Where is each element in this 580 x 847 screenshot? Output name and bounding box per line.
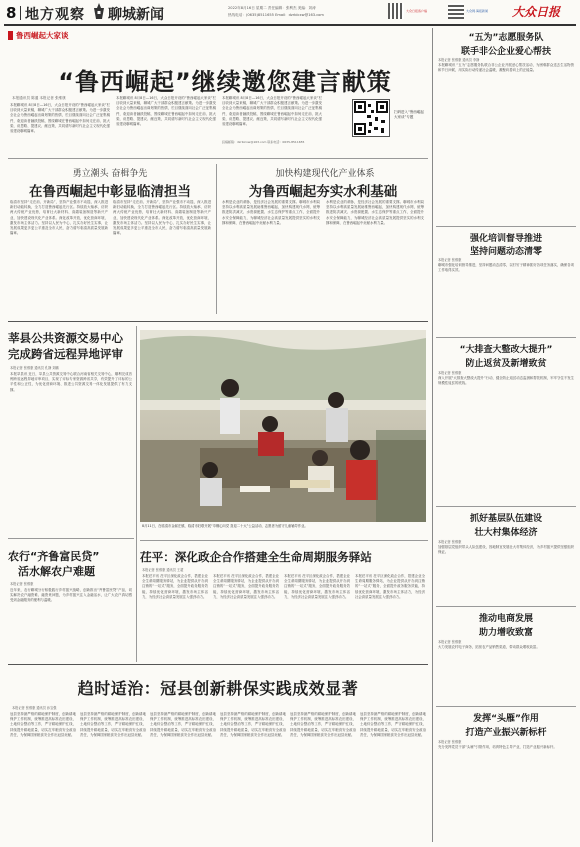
middle-byline: 本报记者 张维康 通讯员 孔静 刘鹏 xyxy=(10,366,59,370)
sidebar-item5-body: 大力发展农村电子商务，拓宽农产品销售渠道，带动群众增收致富。 xyxy=(438,645,540,649)
sidebar-item4-title1: 抓好基层队伍建设 xyxy=(469,514,542,524)
masthead-divider xyxy=(20,6,21,20)
right-body-col2: 水利是农业的命脉，是经济社会发展的重要支撑。聊城市水利局坚持以水利高质量发展助推鲁西崛起，加快构建现代水网，统筹推进防洪减灾、水资源配置、水生态保护等重点工作，全面提升水安全保障能力，为聊城经济社会高质量发展提供坚实的水利支撑和保障，在鲁西崛起中贡献水利力量。 xyxy=(326,200,424,225)
qr-caption: 扫码进入“鲁西崛起大家谈”专题 xyxy=(394,110,424,119)
main-byline: 本报通讯员 陈通 本报记者 张维康 xyxy=(12,96,66,100)
issue-info: 2022年8月16日 星期二 责任编辑：张利杰 美编：刘涛 xyxy=(228,6,316,10)
chiping-headline: 茌平：深化政企合作搭建全生命周期服务驿站 xyxy=(140,550,372,564)
column-tag xyxy=(8,30,69,40)
agri-headline-2: 活水解农户难题 xyxy=(18,565,95,578)
chiping-body-col1: 本报茌平讯 茌平区深化政企合作，搭建企业全生命周期服务驿站，为企业提供从开办到注销的“一站式”服务，全面提升政务服务效能，持续优化营商环境，激发市场主体活力，为经济社会高质量发展注入强劲动力。 xyxy=(142,574,208,599)
agri-body: 近年来，农行聊城分行积极践行乡村振兴战略，创新推出“齐鲁富民贷”产品，切实解决农户融资难、融资贵问题，为乡村振兴注入金融活水，让广大农户真切感受到金融服务的便利与温暖。 xyxy=(10,588,132,603)
sidebar-item2-body: 聊城市强化培训督导推进，坚持问题动态清零，以钉钉子精神抓好各项任务落实，确保各项工作取得实效。 xyxy=(438,263,574,273)
sidebar-item1-title2: 联手非公企业爱心帮扶 xyxy=(460,47,551,57)
main-email-note: 投稿邮箱：dzrblcxw@163.com 联系电话：0635-8511655 xyxy=(222,140,305,144)
sidebar-item3-body: 深入开展“大排查大整改大提升”行动，健全防止返贫动态监测和帮扶机制，牢牢守住不发生规模性返贫的底线。 xyxy=(438,376,574,386)
masthead-rule xyxy=(4,24,576,26)
sidebar-item5-title2: 助力增收致富 xyxy=(478,628,533,638)
sidebar-item2-title1: 强化培训督导推进 xyxy=(469,234,542,244)
sidebar-rule-5 xyxy=(436,706,576,707)
bottom-body-col4: 冠县坚持最严格的耕地保护制度，创新耕地保护工作机制，统筹推进高标准农田建设、土地综合整治等工作，严守耕地保护红线，持续提升耕地质量，切实扛牢粮食安全政治责任，为保障国家粮食安全作出冠县贡献。 xyxy=(220,712,286,737)
sidebar-rule-2 xyxy=(436,337,576,338)
sidebar-item5-title1: 推动电商发展 xyxy=(478,614,533,624)
agri-byline: 本报记者 张维康 xyxy=(10,582,34,586)
news-photo xyxy=(140,330,426,522)
right-body-col1: 水利是农业的命脉，是经济社会发展的重要支撑。聊城市水利局坚持以水利高质量发展助推鲁西崛起，加快构建现代水网，统筹推进防洪减灾、水资源配置、水生态保护等重点工作，全面提升水安全保障能力，为聊城经济社会高质量发展提供坚实的水利支撑和保障，在鲁西崛起中贡献水利力量。 xyxy=(222,200,320,225)
sidebar-item3-byline: 本报记者 张维康 xyxy=(438,371,462,375)
sidebar-item6-title1: 发挥“头雁”作用 xyxy=(473,714,539,724)
sidebar-rule-3 xyxy=(436,506,576,507)
contact-info: 热线电话：(0635)8511655 Email：dzrblcxw@163.com xyxy=(228,13,324,17)
sidebar-item1-title1: “五为”志愿服务队 xyxy=(468,33,544,43)
bottom-byline: 本报记者 张维康 通讯员 孙宝强 xyxy=(12,706,57,710)
qr-right-caption: 大众网·海报新闻 xyxy=(466,9,488,13)
chiping-byline: 本报记者 张维康 通讯员 王超 xyxy=(142,568,184,572)
sidebar-rule-1 xyxy=(436,226,576,227)
bottom-section-rule xyxy=(8,664,428,665)
sidebar-item4-body: 加强基层党组织带头人队伍建设，因地制宜发展壮大村集体经济，为乡村振兴提供坚强组织保证。 xyxy=(438,545,574,555)
sidebar-item1-byline: 本报记者 张维康 通讯员 李静 xyxy=(438,58,480,62)
chiping-body-col4: 本报茌平讯 茌平区深化政企合作，搭建企业全生命周期服务驿站，为企业提供从开办到注销的“一站式”服务，全面提升政务服务效能，持续优化营商环境，激发市场主体活力，为经济社会高质量发展注入强劲动力。 xyxy=(355,574,425,599)
mid-section-rule xyxy=(8,321,428,322)
bottom-body-col1: 冠县坚持最严格的耕地保护制度，创新耕地保护工作机制，统筹推进高标准农田建设、土地综合整治等工作，严守耕地保护红线，持续提升耕地质量，切实扛牢粮食安全政治责任，为保障国家粮食安全作出冠县贡献。 xyxy=(10,712,76,737)
photo-bottom-rule xyxy=(140,540,428,541)
sidebar-item4-title2: 壮大村集体经济 xyxy=(474,528,538,538)
left-headline: 在鲁西崛起中彰显临清担当 xyxy=(29,184,191,200)
main-body-col2: 本报聊城讯 8月8日—16日，大众日报开设的“鲁西崛起大家谈”栏目收到大量来稿，聊城广大干部群众积极建言献策。为进一步激发全社会为鲁西崛起出谋划策的热情，栏目继续面向社会广泛征集稿件，欢迎读者踊跃投稿，围绕聊城在鲁西崛起中如何走在前、挑大梁，谈思路、提建议、献良策，共同谱写新时代社会主义现代化强省建设聊城篇章。 xyxy=(116,96,216,127)
tower-icon xyxy=(92,3,106,19)
qr-code-left xyxy=(388,3,404,19)
photo-caption: 8月11日，在临清市金郝庄镇，临清市妇联开展“巾帼心向党 喜迎二十大”公益活动，志愿者为留守儿童辅导作业。 xyxy=(142,524,308,528)
bottom-body-col5: 冠县坚持最严格的耕地保护制度，创新耕地保护工作机制，统筹推进高标准农田建设、土地综合整治等工作，严守耕地保护红线，持续提升耕地质量，切实扛牢粮食安全政治责任，为保障国家粮食安全作出冠县贡献。 xyxy=(290,712,356,737)
bottom-body-col2: 冠县坚持最严格的耕地保护制度，创新耕地保护工作机制，统筹推进高标准农田建设、土地综合整治等工作，严守耕地保护红线，持续提升耕地质量，切实扛牢粮食安全政治责任，为保障国家粮食安全作出冠县贡献。 xyxy=(80,712,146,737)
sidebar-item6-body: 充分发挥党员干部“头雁”引领作用，培育特色主导产业，打造产业振兴新标杆。 xyxy=(438,745,557,749)
sidebar-item1-body: 本报聊城讯 “五为”志愿服务队联合非公企业开展爱心帮扶活动，为困难群众送去生活物资和节日问候，用实际行动传递社会温暖，凝聚向善向上的正能量。 xyxy=(438,63,574,73)
sidebar-item5-byline: 本报记者 张维康 xyxy=(438,640,462,644)
page-number: 8 xyxy=(6,4,17,22)
middle-left-rule xyxy=(8,538,134,539)
middle-headline-2: 完成跨省远程异地评审 xyxy=(8,347,123,361)
section-name: 地方观察 xyxy=(25,7,85,23)
left-body-col1: 临清市坚持“走在前、开新局”，坚持产业强市不动摇，深入推进新旧动能转换，全力打造鲁西崛起先行区。持续放大轴承、纺织两大传统产业优势，培育壮大新材料、高端装备制造等新兴产业，加快建设现代化产业体系。深化改革开放，优化营商环境，激发市场主体活力。坚持以人民为中心，扎实办好民生实事，让发展成果更多更公平惠及全市人民，奋力谱写临清高质量发展新篇章。 xyxy=(10,200,108,236)
sidebar-item4-byline: 本报记者 张维康 xyxy=(438,540,462,544)
bottom-headline: 趋时适治：冠县创新耕保实践成效显著 xyxy=(77,679,359,698)
newspaper-logo: 大众日报 xyxy=(512,5,561,19)
sidebar-item6-byline: 本报记者 张维康 xyxy=(438,740,462,744)
agri-headline-1: 农行“齐鲁富民贷” xyxy=(8,550,100,563)
bottom-body-col3: 冠县坚持最严格的耕地保护制度，创新耕地保护工作机制，统筹推进高标准农田建设、土地综合整治等工作，严守耕地保护红线，持续提升耕地质量，切实扛牢粮食安全政治责任，为保障国家粮食安全作出冠县贡献。 xyxy=(150,712,216,737)
sidebar-item3-title1: “大排查大整改大提升” xyxy=(459,345,553,355)
sidebar-rule-4 xyxy=(436,606,576,607)
left-kicker: 勇立潮头 奋楫争先 xyxy=(72,169,148,179)
photo-left-rule xyxy=(136,326,137,662)
chiping-body-col2: 本报茌平讯 茌平区深化政企合作，搭建企业全生命周期服务驿站，为企业提供从开办到注销的“一站式”服务，全面提升政务服务效能，持续优化营商环境，激发市场主体活力，为经济社会高质量发展注入强劲动力。 xyxy=(213,574,279,599)
qr-left-caption: 大众日报客户端 xyxy=(406,9,428,13)
middle-body: 本报莘县讯 近日，莘县公共资源交易中心联合河南省相关交易中心，顺利完成首例跨省远程异地评审项目，实现了评标专家资源跨省共享，有效提升了评标的公平性和公正性，为优化营商环境、推进公共资源交易一体化发展提供了有力支撑。 xyxy=(10,372,132,392)
right-kicker: 加快构建现代化产业体系 xyxy=(275,169,375,179)
sidebar-divider xyxy=(432,28,433,842)
sidebar-item6-title2: 打造产业振兴新标杆 xyxy=(465,728,547,738)
right-headline: 为鲁西崛起夯实水利基础 xyxy=(248,184,398,200)
qr-code-right xyxy=(448,3,464,19)
main-qr-code xyxy=(352,99,390,137)
column-tag-marker-icon xyxy=(8,31,13,40)
center-vertical-rule xyxy=(216,164,217,314)
chiping-body-col3: 本报茌平讯 茌平区深化政企合作，搭建企业全生命周期服务驿站，为企业提供从开办到注销的“一站式”服务，全面提升政务服务效能，持续优化营商环境，激发市场主体活力，为经济社会高质量发展注入强劲动力。 xyxy=(284,574,350,599)
main-body-col1: 本报聊城讯 8月8日—16日，大众日报开设的“鲁西崛起大家谈”栏目收到大量来稿，聊城广大干部群众积极建言献策。为进一步激发全社会为鲁西崛起出谋划策的热情，栏目继续面向社会广泛征集稿件，欢迎读者踊跃投稿，围绕聊城在鲁西崛起中如何走在前、挑大梁，谈思路、提建议、献良策，共同谱写新时代社会主义现代化强省建设聊城篇章。 xyxy=(10,103,110,134)
left-body-col2: 临清市坚持“走在前、开新局”，坚持产业强市不动摇，深入推进新旧动能转换，全力打造鲁西崛起先行区。持续放大轴承、纺织两大传统产业优势，培育壮大新材料、高端装备制造等新兴产业，加快建设现代化产业体系。深化改革开放，优化营商环境，激发市场主体活力。坚持以人民为中心，扎实办好民生实事，让发展成果更多更公平惠及全市人民，奋力谱写临清高质量发展新篇章。 xyxy=(113,200,211,236)
sidebar-item3-title2: 防止返贫及新增致贫 xyxy=(465,359,547,369)
bottom-body-col6: 冠县坚持最严格的耕地保护制度，创新耕地保护工作机制，统筹推进高标准农田建设、土地综合整治等工作，严守耕地保护红线，持续提升耕地质量，切实扛牢粮食安全政治责任，为保障国家粮食安全作出冠县贡献。 xyxy=(360,712,426,737)
main-headline: “鲁西崛起”继续邀您建言献策 xyxy=(58,68,392,96)
sidebar-item2-title2: 坚持问题动态清零 xyxy=(469,247,542,257)
column-tag-label: 鲁西崛起大家谈 xyxy=(16,30,69,40)
main-body-col3: 本报聊城讯 8月8日—16日，大众日报开设的“鲁西崛起大家谈”栏目收到大量来稿，聊城广大干部群众积极建言献策。为进一步激发全社会为鲁西崛起出谋划策的热情，栏目继续面向社会广泛征集稿件，欢迎读者踊跃投稿，围绕聊城在鲁西崛起中如何走在前、挑大梁，谈思路、提建议、献良策，共同谱写新时代社会主义现代化强省建设聊城篇章。 xyxy=(222,96,322,127)
main-article-bottom-rule xyxy=(8,158,428,159)
middle-headline-1: 莘县公共资源交易中心 xyxy=(8,331,123,345)
section-title: 聊城新闻 xyxy=(108,7,164,23)
sidebar-item2-byline: 本报记者 张维康 xyxy=(438,258,462,262)
